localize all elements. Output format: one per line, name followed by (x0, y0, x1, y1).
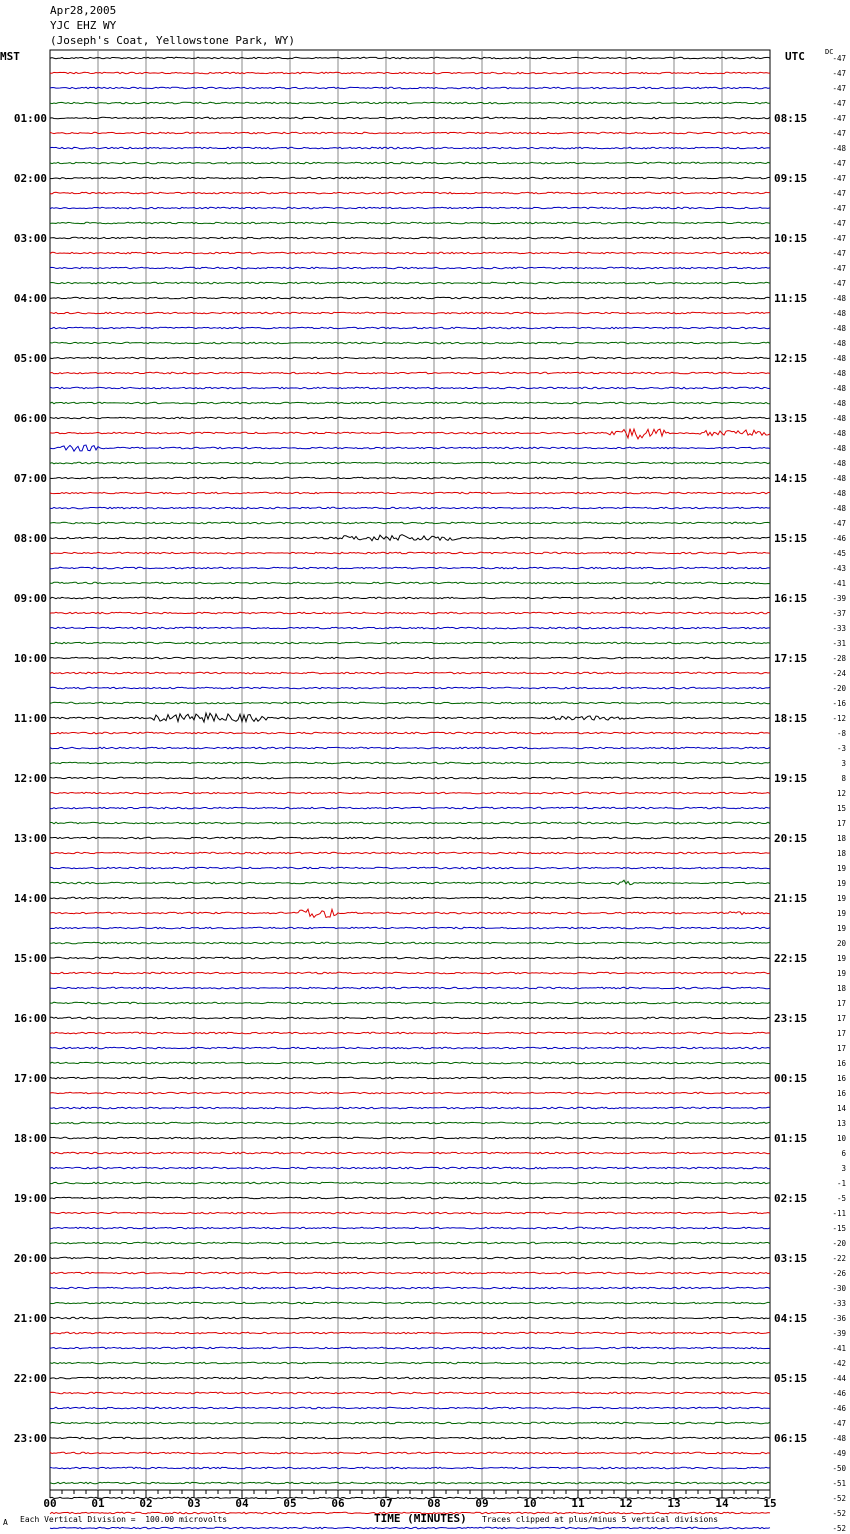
dc-offset-label: -41 (832, 1344, 846, 1353)
mst-hour-label: 07:00 (13, 472, 47, 485)
seismic-trace-row (50, 267, 770, 269)
dc-label: DC (825, 48, 834, 56)
seismic-trace-row (50, 1062, 770, 1064)
dc-offset-label: 18 (836, 984, 846, 993)
seismic-trace-row (50, 657, 770, 659)
seismic-trace-row (50, 1422, 770, 1424)
dc-offset-label: -33 (832, 624, 846, 633)
dc-offset-label: -47 (832, 204, 846, 213)
station-label: YJC EHZ WY (50, 19, 117, 32)
dc-offset-label: -12 (832, 714, 846, 723)
dc-offset-label: -31 (832, 639, 846, 648)
seismic-trace-row (50, 445, 770, 451)
seismic-trace-row (50, 1377, 770, 1379)
dc-offset-label: -30 (832, 1284, 846, 1293)
seismic-trace-row (50, 1527, 770, 1529)
seismic-trace-row (50, 567, 770, 569)
utc-hour-label: 04:15 (774, 1312, 808, 1325)
dc-offset-label: -46 (832, 1389, 846, 1398)
dc-offset-label: -1 (836, 1179, 846, 1188)
seismic-trace-row (50, 627, 770, 629)
dc-offset-label: -48 (832, 429, 846, 438)
x-tick-label: 07 (379, 1497, 393, 1510)
seismic-trace-row (50, 1497, 770, 1499)
dc-offset-label: -46 (832, 1404, 846, 1413)
x-tick-label: 00 (43, 1497, 57, 1510)
dc-offset-label: -15 (832, 1224, 846, 1233)
dc-offset-label: -48 (832, 354, 846, 363)
seismic-trace-row (50, 987, 770, 989)
seismic-trace-row (50, 177, 770, 179)
seismic-trace-row (50, 282, 770, 284)
utc-hour-label: 21:15 (774, 892, 808, 905)
seismic-trace-row (50, 252, 770, 254)
dc-offset-label: -48 (832, 399, 846, 408)
seismic-trace-row (50, 1347, 770, 1349)
seismic-trace-row (50, 1182, 770, 1184)
x-tick-label: 11 (571, 1497, 585, 1510)
mst-hour-label: 23:00 (13, 1432, 47, 1445)
mst-hour-label: 19:00 (13, 1192, 47, 1205)
dc-offset-label: 10 (836, 1134, 846, 1143)
seismic-trace-row (50, 1467, 770, 1469)
dc-offset-label: -48 (832, 384, 846, 393)
dc-offset-label: 8 (841, 774, 846, 783)
mst-hour-label: 14:00 (13, 892, 47, 905)
mst-hour-label: 11:00 (13, 712, 47, 725)
seismic-trace-row (50, 312, 770, 314)
seismic-trace-row (50, 837, 770, 839)
dc-offset-label: -33 (832, 1299, 846, 1308)
x-tick-label: 09 (475, 1497, 489, 1510)
dc-offset-label: -36 (832, 1314, 846, 1323)
dc-offset-label: -45 (832, 549, 846, 558)
seismic-trace-row (50, 597, 770, 599)
dc-offset-label: -47 (832, 54, 846, 63)
seismic-trace-row (50, 1242, 770, 1244)
mst-hour-label: 04:00 (13, 292, 47, 305)
seismic-trace-row (50, 1257, 770, 1259)
dc-offset-label: 16 (836, 1074, 846, 1083)
dc-offset-label: -48 (832, 339, 846, 348)
mst-hour-label: 05:00 (13, 352, 47, 365)
seismic-trace-row (50, 852, 770, 854)
seismic-trace-row (50, 642, 770, 644)
seismic-trace-row (50, 327, 770, 329)
dc-offset-label: -22 (832, 1254, 846, 1263)
seismic-trace-row (50, 492, 770, 494)
seismic-trace-row (50, 713, 770, 722)
dc-offset-label: 16 (836, 1059, 846, 1068)
seismic-trace-row (50, 792, 770, 794)
seismic-trace-row (50, 1167, 770, 1169)
dc-offset-label: -48 (832, 1434, 846, 1443)
seismic-trace-row (50, 1452, 770, 1454)
dc-offset-label: -37 (832, 609, 846, 618)
mst-hour-label: 10:00 (13, 652, 47, 665)
x-tick-label: 14 (715, 1497, 729, 1510)
dc-offset-label: -52 (832, 1524, 846, 1533)
dc-offset-label: -16 (832, 699, 846, 708)
mst-hour-label: 16:00 (13, 1012, 47, 1025)
dc-offset-label: -48 (832, 369, 846, 378)
seismic-trace-row (50, 477, 770, 479)
x-tick-label: 04 (235, 1497, 249, 1510)
dc-offset-label: -42 (832, 1359, 846, 1368)
dc-offset-label: -3 (836, 744, 846, 753)
utc-hour-label: 05:15 (774, 1372, 808, 1385)
utc-hour-label: 02:15 (774, 1192, 808, 1205)
seismic-trace-row (50, 880, 770, 884)
dc-offset-label: -47 (832, 519, 846, 528)
seismic-trace-row (50, 162, 770, 164)
seismic-trace-row (50, 552, 770, 554)
seismic-trace-row (50, 1092, 770, 1094)
dc-offset-label: -47 (832, 84, 846, 93)
dc-offset-label: 3 (841, 759, 846, 768)
dc-offset-label: -26 (832, 1269, 846, 1278)
dc-offset-label: -46 (832, 534, 846, 543)
x-tick-label: 06 (331, 1497, 345, 1510)
seismic-trace-row (50, 507, 770, 509)
dc-offset-label: -24 (832, 669, 846, 678)
seismic-trace-row (50, 942, 770, 944)
dc-offset-label: -11 (832, 1209, 846, 1218)
dc-offset-label: -47 (832, 219, 846, 228)
x-tick-label: 08 (427, 1497, 441, 1510)
dc-offset-label: 18 (836, 834, 846, 843)
mst-hour-label: 06:00 (13, 412, 47, 425)
dc-offset-label: 13 (836, 1119, 846, 1128)
dc-offset-label: 19 (836, 894, 846, 903)
seismic-trace-row (50, 1002, 770, 1004)
dc-offset-label: -5 (836, 1194, 846, 1203)
dc-offset-label: 19 (836, 924, 846, 933)
seismic-trace-row (50, 462, 770, 464)
mst-hour-label: 09:00 (13, 592, 47, 605)
seismic-trace-row (50, 1077, 770, 1079)
dc-offset-label: -47 (832, 129, 846, 138)
dc-offset-label: 14 (836, 1104, 846, 1113)
dc-offset-label: 19 (836, 864, 846, 873)
clip-note: Traces clipped at plus/minus 5 vertical divisions (482, 1515, 719, 1524)
seismic-trace-row (50, 747, 770, 749)
dc-offset-label: 17 (836, 999, 846, 1008)
utc-hour-label: 06:15 (774, 1432, 808, 1445)
dc-offset-label: 3 (841, 1164, 846, 1173)
dc-offset-label: -47 (832, 159, 846, 168)
seismic-trace-row (50, 72, 770, 74)
dc-offset-label: -48 (832, 144, 846, 153)
dc-offset-label: -28 (832, 654, 846, 663)
utc-hour-label: 03:15 (774, 1252, 808, 1265)
date-label: Apr28,2005 (50, 4, 117, 17)
dc-offset-label: -48 (832, 444, 846, 453)
dc-offset-label: -48 (832, 324, 846, 333)
dc-offset-label: 17 (836, 1044, 846, 1053)
seismic-trace-row (50, 522, 770, 524)
dc-offset-label: -41 (832, 579, 846, 588)
dc-offset-label: 20 (836, 939, 846, 948)
seismic-trace-row (50, 1317, 770, 1319)
mst-hour-label: 01:00 (13, 112, 47, 125)
seismic-trace-row (50, 822, 770, 824)
dc-offset-label: -48 (832, 474, 846, 483)
seismic-trace-row (50, 687, 770, 689)
utc-hour-label: 18:15 (774, 712, 808, 725)
mst-hour-label: 20:00 (13, 1252, 47, 1265)
seismic-trace-row (50, 1032, 770, 1034)
utc-hour-label: 13:15 (774, 412, 808, 425)
seismic-trace-row (50, 342, 770, 344)
utc-hour-label: 08:15 (774, 112, 808, 125)
seismic-trace-row (50, 87, 770, 89)
seismic-trace-row (50, 132, 770, 134)
x-tick-label: 05 (283, 1497, 297, 1510)
seismic-trace-row (50, 1392, 770, 1394)
seismic-trace-row (50, 147, 770, 149)
utc-hour-label: 09:15 (774, 172, 808, 185)
seismic-trace-row (50, 102, 770, 104)
dc-offset-label: 19 (836, 909, 846, 918)
dc-offset-label: -47 (832, 174, 846, 183)
seismic-trace-row (50, 777, 770, 779)
dc-offset-label: -48 (832, 489, 846, 498)
seismic-trace-row (50, 1332, 770, 1334)
dc-offset-label: -47 (832, 264, 846, 273)
dc-offset-label: -48 (832, 294, 846, 303)
mst-hour-label: 22:00 (13, 1372, 47, 1385)
seismic-trace-row (50, 972, 770, 974)
mst-hour-label: 02:00 (13, 172, 47, 185)
seismic-trace-row (50, 957, 770, 959)
x-tick-label: 12 (619, 1497, 633, 1510)
seismic-trace-row (50, 192, 770, 194)
seismic-trace-row (50, 1272, 770, 1274)
utc-hour-label: 11:15 (774, 292, 808, 305)
seismic-trace-row (50, 1017, 770, 1019)
utc-hour-label: 01:15 (774, 1132, 808, 1145)
dc-offset-label: -43 (832, 564, 846, 573)
dc-offset-label: -49 (832, 1449, 846, 1458)
dc-offset-label: 17 (836, 1014, 846, 1023)
utc-hour-label: 12:15 (774, 352, 808, 365)
seismic-trace-row (50, 762, 770, 764)
seismic-trace-row (50, 612, 770, 614)
seismic-trace-row (50, 702, 770, 704)
seismic-trace-row (50, 867, 770, 869)
utc-hour-label: 14:15 (774, 472, 808, 485)
mst-hour-label: 18:00 (13, 1132, 47, 1145)
seismic-trace-row (50, 387, 770, 389)
dc-offset-label: -47 (832, 234, 846, 243)
mst-axis-label: MST (0, 50, 20, 63)
seismic-trace-row (50, 1122, 770, 1124)
seismic-trace-row (50, 672, 770, 674)
seismic-trace-row (50, 357, 770, 359)
seismic-trace-row (50, 1362, 770, 1364)
utc-hour-label: 19:15 (774, 772, 808, 785)
dc-offset-label: -47 (832, 114, 846, 123)
seismic-trace-row (50, 1437, 770, 1439)
seismic-trace-row (50, 429, 770, 439)
dc-offset-label: 12 (836, 789, 846, 798)
mst-hour-label: 08:00 (13, 532, 47, 545)
seismic-trace-row (50, 297, 770, 299)
utc-hour-label: 22:15 (774, 952, 808, 965)
seismic-trace-row (50, 927, 770, 929)
seismic-trace-row (50, 582, 770, 584)
dc-offset-label: -39 (832, 1329, 846, 1338)
seismic-trace-row (50, 535, 770, 541)
x-tick-label: 03 (187, 1497, 201, 1510)
mst-hour-label: 21:00 (13, 1312, 47, 1325)
seismic-trace-row (50, 237, 770, 239)
x-tick-label: 01 (91, 1497, 105, 1510)
x-tick-label: 02 (139, 1497, 153, 1510)
seismic-trace-row (50, 1302, 770, 1304)
seismic-trace-row (50, 1107, 770, 1109)
dc-offset-label: -44 (832, 1374, 846, 1383)
dc-offset-label: -8 (836, 729, 846, 738)
dc-offset-label: -51 (832, 1479, 846, 1488)
seismic-trace-row (50, 1287, 770, 1289)
seismic-trace-row (50, 57, 770, 59)
dc-offset-label: -48 (832, 309, 846, 318)
location-label: (Joseph's Coat, Yellowstone Park, WY) (50, 34, 296, 47)
dc-offset-label: -47 (832, 189, 846, 198)
mst-hour-label: 15:00 (13, 952, 47, 965)
x-axis-title: TIME (MINUTES) (374, 1512, 467, 1525)
seismic-trace-row (50, 1227, 770, 1229)
dc-offset-label: -48 (832, 504, 846, 513)
dc-offset-label: 19 (836, 954, 846, 963)
dc-offset-label: -20 (832, 1239, 846, 1248)
dc-offset-label: -50 (832, 1464, 846, 1473)
dc-offset-label: -47 (832, 69, 846, 78)
dc-offset-label: -47 (832, 99, 846, 108)
scale-note: Each Vertical Division = 100.00 microvolts (20, 1515, 228, 1524)
utc-hour-label: 23:15 (774, 1012, 808, 1025)
utc-hour-label: 20:15 (774, 832, 808, 845)
dc-offset-label: 6 (841, 1149, 846, 1158)
utc-axis-label: UTC (785, 50, 805, 63)
dc-offset-label: -48 (832, 459, 846, 468)
seismic-trace-row (50, 1047, 770, 1049)
seismic-trace-row (50, 909, 770, 917)
seismic-trace-row (50, 1482, 770, 1484)
mst-hour-label: 17:00 (13, 1072, 47, 1085)
utc-hour-label: 15:15 (774, 532, 808, 545)
seismic-trace-row (50, 222, 770, 224)
dc-offset-label: -20 (832, 684, 846, 693)
seismic-trace-row (50, 207, 770, 209)
dc-offset-label: 17 (836, 1029, 846, 1038)
dc-offset-label: 19 (836, 879, 846, 888)
dc-offset-label: -47 (832, 279, 846, 288)
mst-hour-label: 13:00 (13, 832, 47, 845)
seismic-trace-row (50, 1407, 770, 1409)
seismic-trace-row (50, 372, 770, 374)
mst-hour-label: 12:00 (13, 772, 47, 785)
seismic-trace-row (50, 402, 770, 404)
seismic-trace-row (50, 1212, 770, 1214)
x-tick-label: 15 (763, 1497, 777, 1510)
mst-hour-label: 03:00 (13, 232, 47, 245)
utc-hour-label: 00:15 (774, 1072, 808, 1085)
seismic-trace-row (50, 117, 770, 119)
seismic-trace-row (50, 732, 770, 734)
seismic-trace-row (50, 1152, 770, 1154)
utc-hour-label: 17:15 (774, 652, 808, 665)
dc-offset-label: 16 (836, 1089, 846, 1098)
dc-offset-label: -48 (832, 414, 846, 423)
seismic-trace-row (50, 1197, 770, 1199)
dc-offset-label: -39 (832, 594, 846, 603)
dc-offset-label: -52 (832, 1509, 846, 1518)
utc-hour-label: 10:15 (774, 232, 808, 245)
seismic-trace-row (50, 417, 770, 419)
dc-offset-label: -47 (832, 249, 846, 258)
dc-offset-label: -47 (832, 1419, 846, 1428)
seismic-trace-row (50, 807, 770, 809)
dc-offset-label: 15 (836, 804, 846, 813)
seismic-trace-row (50, 1137, 770, 1139)
utc-hour-label: 16:15 (774, 592, 808, 605)
x-tick-label: 13 (667, 1497, 681, 1510)
corner-mark: A (3, 1518, 8, 1527)
dc-offset-label: 19 (836, 969, 846, 978)
seismic-trace-row (50, 897, 770, 899)
dc-offset-label: 17 (836, 819, 846, 828)
dc-offset-label: -52 (832, 1494, 846, 1503)
x-tick-label: 10 (523, 1497, 537, 1510)
dc-offset-label: 18 (836, 849, 846, 858)
